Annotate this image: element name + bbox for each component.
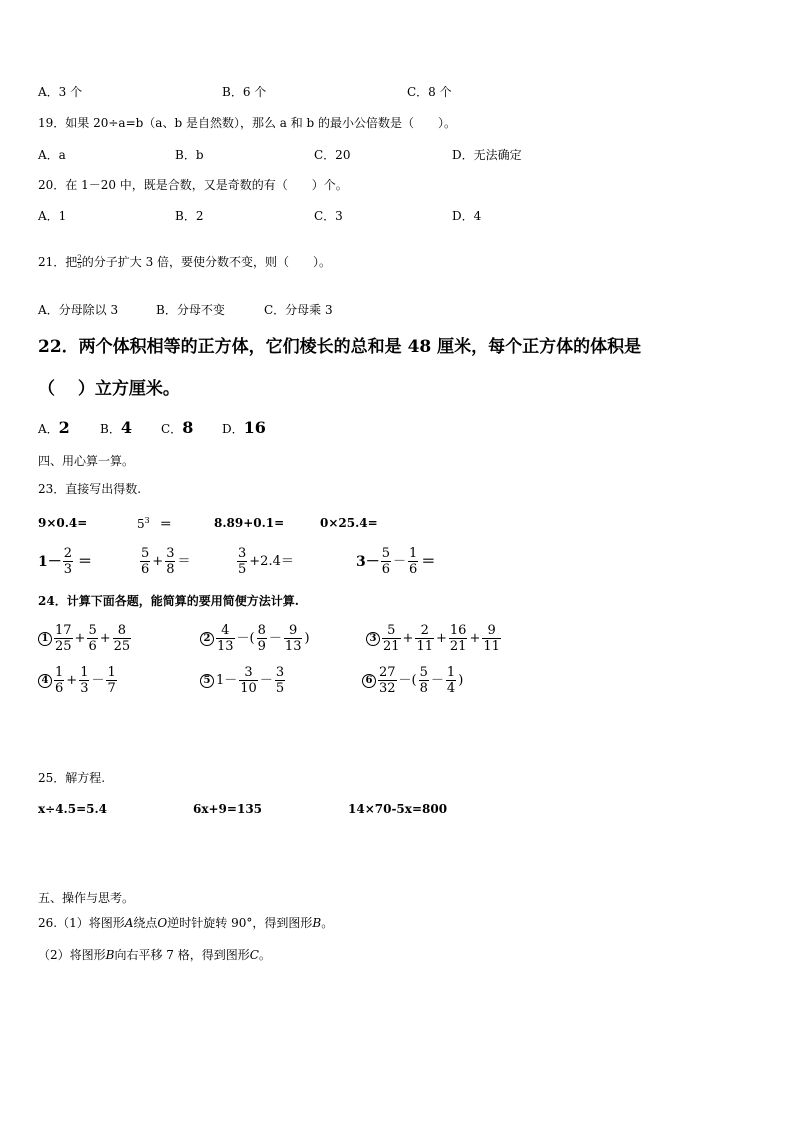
q23-expr-7: $\frac{3}{5}$ +2.4＝: [238, 546, 294, 577]
q23-expr-5: 1－ $\frac{2}{3}$ ＝: [38, 546, 93, 577]
q19-option-c: C．20: [314, 148, 351, 162]
q20-option-b: B．2: [175, 209, 204, 223]
q25-equation-1: x÷4.5=5.4: [38, 802, 108, 816]
q21-option-a: A．分母除以 3: [38, 303, 119, 317]
q24-problem-3: 3 $\frac{5}{21}$ + $\frac{2}{11}$ + $\frac{16}{21}$ + $\frac{9}{11}$: [366, 623, 502, 654]
circled-number-4: 4: [38, 674, 52, 688]
circled-number-3: 3: [366, 632, 380, 646]
q21-text: 21．把 $\frac{2}{5}$ 的分子扩大 3 倍，要使分数不变，则（ ）。: [38, 254, 332, 270]
q18-option-c: C．8 个: [407, 85, 452, 99]
q26-part-2: （2）将图形B向右平移 7 格，得到图形C。: [38, 948, 271, 962]
section-4-heading: 四、用心算一算。: [38, 454, 135, 468]
q20-option-a: A．1: [38, 209, 67, 223]
q25-equation-3: 14×70-5x=800: [348, 802, 448, 816]
circled-number-5: 5: [200, 674, 214, 688]
q18-option-a: A．3 个: [38, 85, 83, 99]
q22-option-b: B．4: [100, 418, 132, 437]
q19-option-a: A．a: [38, 148, 66, 162]
q20-option-d: D．4: [452, 209, 482, 223]
q23-expr-8: 3－ $\frac{5}{6}$ － $\frac{1}{6}$ ＝: [356, 546, 436, 577]
q22-line1: 22．两个体积相等的正方体，它们棱长的总和是 48 厘米，每个正方体的体积是: [38, 337, 642, 357]
q21-fraction: $\frac{2}{5}$: [77, 254, 82, 270]
q26-part-1: 26.（1）将图形A绕点O逆时针旋转 90°，得到图形B。: [38, 916, 334, 930]
q22-option-c: C．8: [161, 418, 194, 437]
q22-option-d: D．16: [222, 418, 266, 437]
q18-option-b: B．6 个: [222, 85, 267, 99]
q21-option-c: C．分母乘 3: [264, 303, 333, 317]
circled-number-1: 1: [38, 632, 52, 646]
circled-number-6: 6: [362, 674, 376, 688]
q24-problem-4: 4 $\frac{1}{6}$ + $\frac{1}{3}$ － $\frac{1}{7}$: [38, 665, 118, 696]
q23-expr-4: 0×25.4=: [320, 516, 378, 530]
q25-equation-2: 6x+9=135: [193, 802, 263, 816]
q25-title: 25．解方程.: [38, 771, 106, 785]
q19-option-b: B．b: [175, 148, 204, 162]
q23-title: 23．直接写出得数.: [38, 482, 142, 496]
q23-expr-1: 9×0.4=: [38, 516, 88, 530]
circled-number-2: 2: [200, 632, 214, 646]
q23-expr-2: $5^3$ ＝: [137, 516, 172, 531]
q23-expr-3: 8.89+0.1=: [214, 516, 285, 530]
q19-option-d: D．无法确定: [452, 148, 522, 162]
section-5-heading: 五、操作与思考。: [38, 891, 135, 905]
q24-problem-2: 2 $\frac{4}{13}$ －( $\frac{8}{9}$ － $\frac{9}{13}$ ): [200, 623, 311, 654]
q24-problem-6: 6 $\frac{27}{32}$ －( $\frac{5}{8}$ － $\frac{1}{4}$ ): [362, 665, 464, 696]
q21-option-b: B．分母不变: [156, 303, 225, 317]
q20-option-c: C．3: [314, 209, 343, 223]
q24-problem-1: 1 $\frac{17}{25}$ + $\frac{5}{6}$ + $\frac{8}{25}$: [38, 623, 132, 654]
q22-line2: （ ）立方厘米。: [38, 379, 180, 399]
q24-problem-5: 5 1－ $\frac{3}{10}$ － $\frac{3}{5}$: [200, 665, 286, 696]
q20-text: 20．在 1－20 中，既是合数，又是奇数的有（ ）个。: [38, 178, 348, 192]
q19-text: 19．如果 20÷a=b（a、b 是自然数），那么 a 和 b 的最小公倍数是（ ）。: [38, 116, 457, 130]
q24-title: 24．计算下面各题，能简算的要用简便方法计算.: [38, 594, 299, 608]
q22-option-a: A．2: [38, 418, 70, 437]
q23-expr-6: $\frac{5}{6}$ + $\frac{3}{8}$ ＝: [141, 546, 191, 577]
